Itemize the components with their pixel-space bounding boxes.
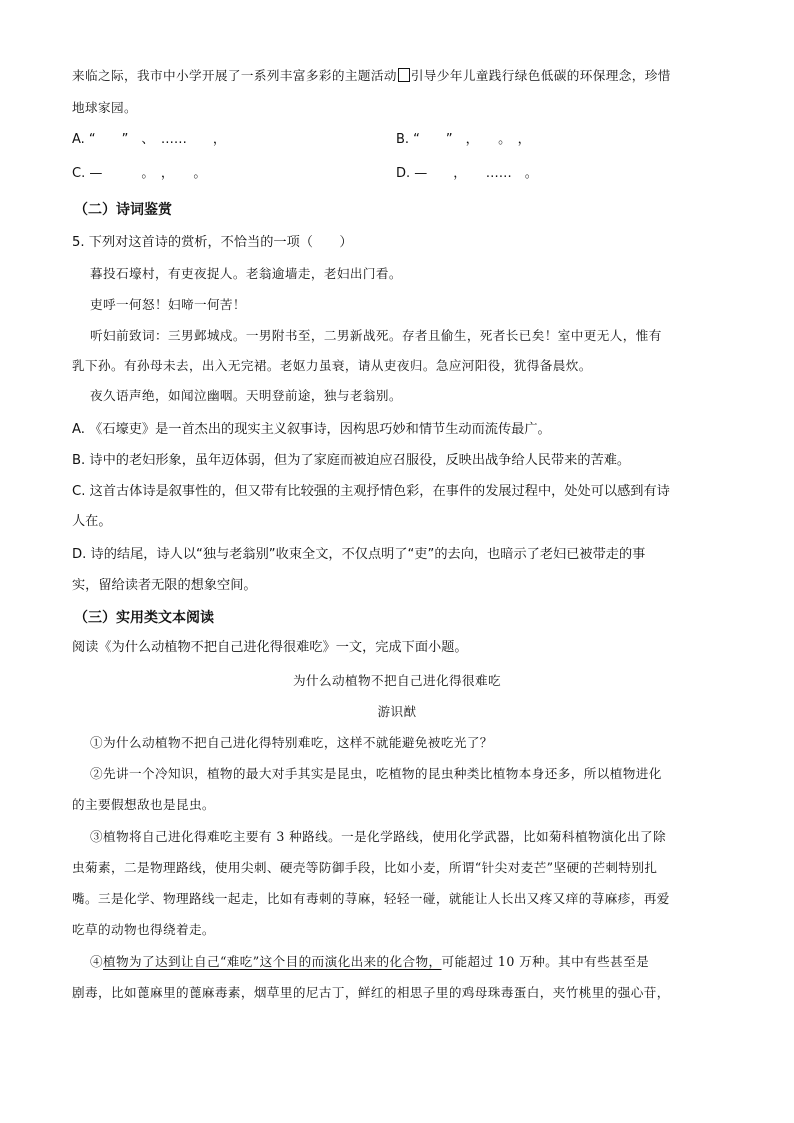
- paragraph-number: ④: [90, 954, 103, 969]
- paragraph-2: ②先讲一个冷知识，植物的最大对手其实是昆虫，吃植物的昆虫种类比植物本身还多，所以植物进化: [90, 766, 662, 781]
- passage-text: 引导少年儿童践行绿色低碳的环保理念，珍惜: [410, 68, 671, 83]
- article-title: 为什么动植物不把自己进化得很难吃: [293, 673, 501, 688]
- underlined-text: 植物为了达到让自己“难吃”这个目的而演化出来的化合物，: [103, 954, 442, 969]
- choice-d: D. 诗的结尾，诗人以“独与老翁别”收束全文，不仅点明了“吏”的去向，也暗示了老妇已被带走的事: [72, 547, 646, 562]
- section-heading-practical: （三）实用类文本阅读: [74, 610, 214, 626]
- paragraph-text: 可能超过 10 万种: [441, 954, 546, 969]
- blank-box: [398, 68, 410, 82]
- option-c: C. — 。 ， 。: [72, 166, 207, 181]
- passage-text: 来临之际，我市中小学开展了一系列丰富多彩的主题活动: [72, 68, 397, 83]
- option-b: B. “ ” ， 。 ，: [396, 132, 531, 147]
- section-heading-poetry: （二）诗词鉴赏: [74, 202, 172, 218]
- choice-b: B. 诗中的老妇形象，虽年迈体弱，但为了家庭而被迫应召服役，反映出战争给人民带来的苦难。: [72, 453, 631, 468]
- paragraph-1: ①为什么动植物不把自己进化得特别难吃，这样不就能避免被吃光了？: [90, 735, 493, 750]
- reading-instruction: 阅读《为什么动植物不把自己进化得很难吃》一文，完成下面小题。: [72, 640, 468, 655]
- choice-d-cont: 实，留给读者无限的想象空间。: [72, 578, 257, 593]
- article-author: 游识猷: [377, 704, 417, 719]
- paragraph-text: 。其中有些甚至是: [545, 954, 650, 969]
- poem-line: 听妇前致词：三男邺城戍。一男附书至，二男新战死。存者且偷生，死者长已矣！室中更无人，惟有: [90, 328, 662, 343]
- paragraph-3-cont: 吃草的动物也得绕着走。: [72, 922, 215, 937]
- poem-line: 暮投石壕村，有吏夜捉人。老翁逾墙走，老妇出门看。: [90, 266, 402, 281]
- question-5: 5. 下列对这首诗的赏析，不恰当的一项（ ）: [72, 235, 353, 250]
- paragraph-4: [90, 952, 649, 972]
- paragraph-3: ③植物将自己进化得难吃主要有 3 种路线。一是化学路线，使用化学武器，比如菊科植物演化出了除: [90, 829, 666, 844]
- option-a: A. “ ” 、 …… ，: [72, 132, 226, 147]
- option-d: D. — ， …… 。: [396, 166, 538, 181]
- choice-c: C. 这首古体诗是叙事性的，但又带有比较强的主观抒情色彩，在事件的发展过程中，处处可以感到有诗: [72, 484, 670, 499]
- paragraph-2-cont: 的主要假想敌也是昆虫。: [72, 797, 215, 812]
- choice-c-cont: 人在。: [72, 514, 112, 529]
- passage-line-2: 地球家园。: [72, 100, 137, 115]
- passage-line-1: [72, 66, 671, 86]
- poem-line: 乳下孙。有孙母未去，出入无完裙。老妪力虽衰，请从吏夜归。急应河阳役，犹得备晨炊。: [72, 358, 592, 373]
- paragraph-4-cont: 剧毒，比如蓖麻里的蓖麻毒素，烟草里的尼古丁，鲜红的相思子里的鸡母珠毒蛋白，夹竹桃里的强心苷，: [72, 985, 670, 1000]
- paragraph-3-cont: 嘴。三是化学、物理路线一起走，比如有毒刺的荨麻，轻轻一碰，就能让人长出又疼又痒的荨麻疹，再爱: [72, 891, 670, 906]
- poem-line: 夜久语声绝，如闻泣幽咽。天明登前途，独与老翁别。: [90, 388, 402, 403]
- poem-line: 吏呼一何怒！妇啼一何苦！: [90, 297, 246, 312]
- paragraph-3-cont: 虫菊素，二是物理路线，使用尖刺、硬壳等防御手段，比如小麦，所谓“针尖对麦芒”坚硬的芒刺特别扎: [72, 860, 658, 875]
- choice-a: A. 《石壕吏》是一首杰出的现实主义叙事诗，因构思巧妙和情节生动而流传最广。: [72, 422, 551, 437]
